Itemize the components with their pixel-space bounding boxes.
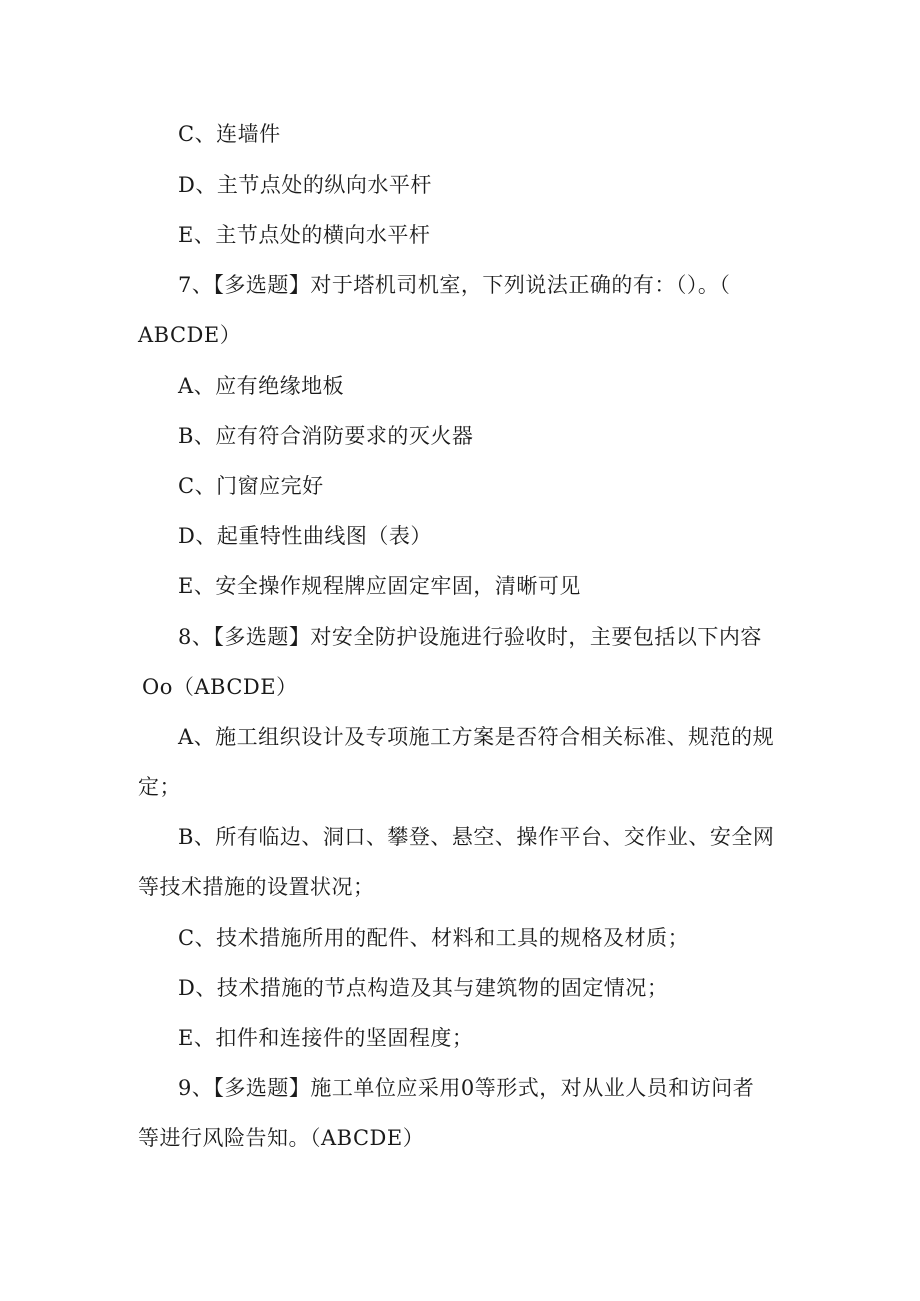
q8-option-c: C、技术措施所用的配件、材料和工具的规格及材质； xyxy=(178,926,690,950)
q8-option-d: D、技术措施的节点构造及其与建筑物的固定情况； xyxy=(178,976,669,1000)
q8-option-e: E、扣件和连接件的坚固程度； xyxy=(178,1026,474,1050)
question-9-text: 9、【多选题】施工单位应采用0等形式，对从业人员和访问者 xyxy=(178,1076,755,1100)
q7-option-d: D、起重特性曲线图（表） xyxy=(178,524,432,548)
q8-option-b: B、所有临边、洞口、攀登、悬空、操作平台、交作业、安全网 xyxy=(178,825,775,849)
option-e-transverse-bar: E、主节点处的横向水平杆 xyxy=(178,223,431,247)
q7-option-c: C、门窗应完好 xyxy=(178,474,324,498)
option-c-wall-connector: C、连墙件 xyxy=(178,122,281,146)
question-7-answer: ABCDE） xyxy=(138,323,242,347)
question-8-answer: Oo（ABCDE） xyxy=(142,675,298,699)
q8-option-a: A、施工组织设计及专项施工方案是否符合相关标准、规范的规 xyxy=(178,725,775,749)
q7-option-e: E、安全操作规程牌应固定牢固，清晰可见 xyxy=(178,574,581,598)
question-7-text: 7、【多选题】对于塔机司机室，下列说法正确的有：（）。（ xyxy=(178,273,731,297)
q8-option-a-continued: 定； xyxy=(138,775,181,799)
option-d-longitudinal-bar: D、主节点处的纵向水平杆 xyxy=(178,173,432,197)
q8-option-b-continued: 等技术措施的设置状况； xyxy=(138,875,375,899)
question-9-continued: 等进行风险告知。（ABCDE） xyxy=(138,1126,425,1150)
question-8-text: 8、【多选题】对安全防护设施进行验收时，主要包括以下内容 xyxy=(178,625,762,649)
q7-option-a: A、应有绝缘地板 xyxy=(178,374,345,398)
q7-option-b: B、应有符合消防要求的灭火器 xyxy=(178,424,474,448)
